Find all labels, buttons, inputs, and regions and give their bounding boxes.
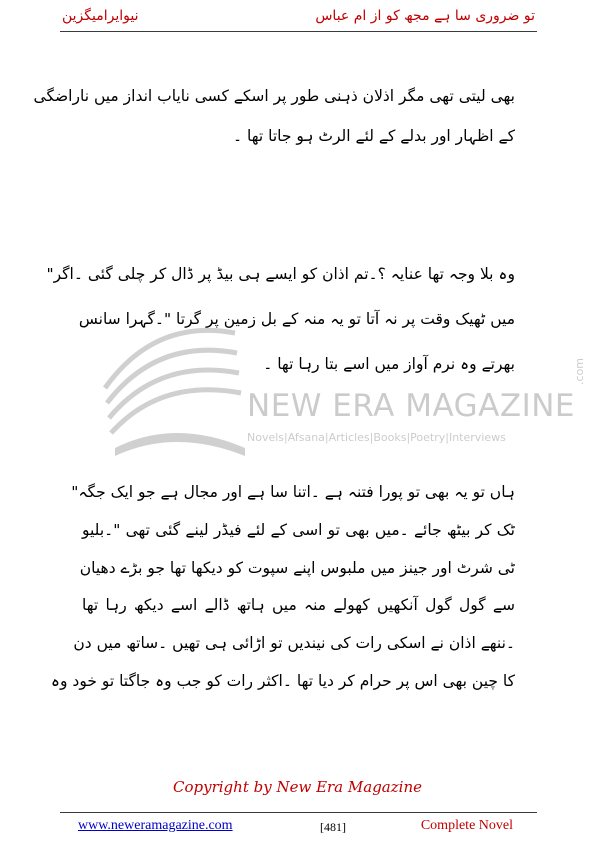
text-line: میں ٹھیک وقت پر نہ آتا تو یہ منہ کے بل زمین پر گرتا "۔گہرا سانس [78,310,515,328]
watermark-domain-suffix: .com [573,358,586,385]
text-line: کا چین بھی اس پر حرام کر دیا تھا ۔اکثر رات کو جب وہ جاگتا تو خود وہ [50,671,515,690]
footer-rule [60,812,537,813]
text-line: وہ بلا وجہ تھا عنایہ ؟۔تم اذان کو ایسے ہی بیڈ پر ڈال کر چلی گئی ۔اگر" [46,265,515,283]
header-title: تو ضروری سا ہے مجھ کو از ام عباس [315,8,535,24]
footer-novel-label: Complete Novel [420,818,513,833]
copyright-notice: Copyright by New Era Magazine [173,778,422,796]
paragraph-3 [50,474,515,701]
text-line: ۔ننھے اذان نے اسکی رات کی نیندیں تو اڑائی ہی تھیں ۔ساتھ میں دن [73,634,515,653]
page-number: [481] [320,820,346,834]
text-line: سے گول گول آنکھیں کھولے منہ میں ہاتھ ڈالے اسے دیکھ رہا تھا [82,596,515,615]
text-line: ٹک کر بیٹھ جائے ۔میں بھی تو اسی کے لئے فیڈر لینے گئی تھی "۔بلیو [82,520,515,539]
header-rule [60,31,537,32]
paragraph-2 [46,252,515,387]
header-magazine-name: نیوایرامیگزین [62,8,139,24]
watermark-title: NEW ERA MAGAZINE [247,388,576,424]
text-line: بھرتے وہ نرم آواز میں اسے بتا رہا تھا ۔ [263,355,515,373]
watermark-subtitle: Novels|Afsana|Articles|Books|Poetry|Interviews [247,431,506,444]
website-link[interactable]: www.neweramagazine.com [78,818,233,833]
text-line: بھی لیتی تھی مگر اذلان ذہنی طور پر اسکے کسی نایاب انداز میں ناراضگی [33,87,515,105]
text-line: ٹی شرٹ اور جینز میں ملبوس اپنے سپوت کو دیکھا تھا جو بڑے دھیان [79,558,515,577]
text-line: ہاں تو یہ بھی تو پورا فتنہ ہے ۔اتنا سا ہے اور مجال ہے جو ایک جگہ" [71,483,515,501]
paragraph-1 [33,76,515,156]
text-line: کے اظہار اور بدلے کے لئے الرٹ ہو جاتا تھا ۔ [232,127,515,145]
